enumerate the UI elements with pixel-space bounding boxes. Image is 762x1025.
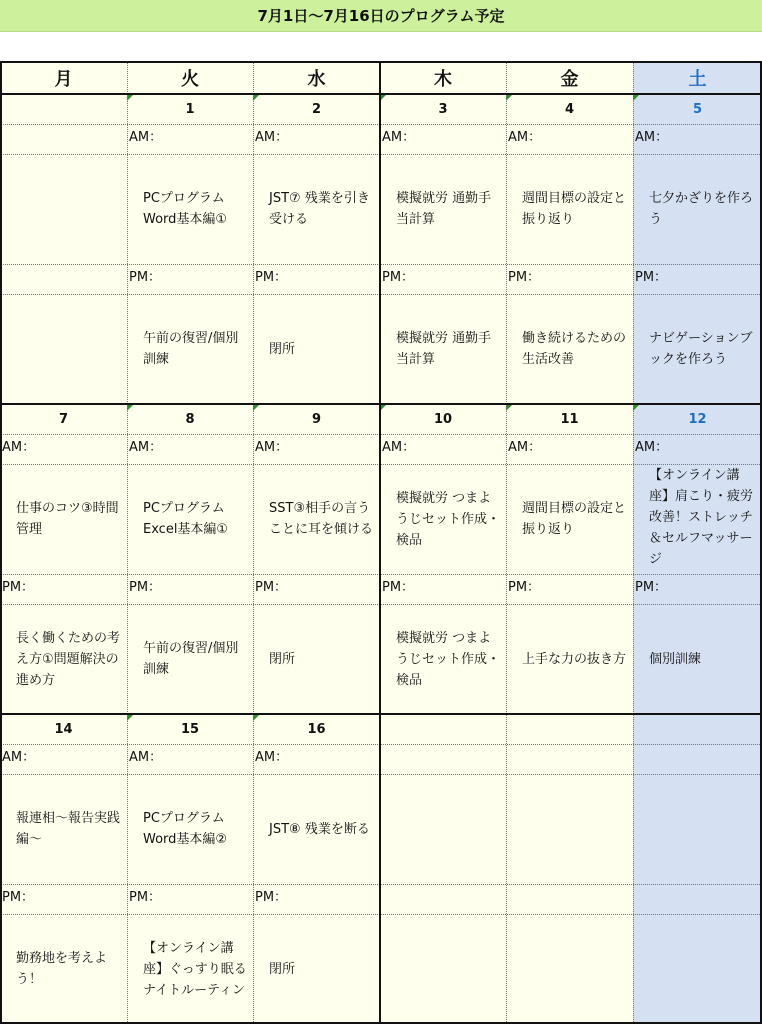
am-label: AM： bbox=[127, 744, 253, 774]
pm-program: 午前の復習/個別訓練 bbox=[127, 294, 253, 404]
am-program: 模擬就労 つまようじセット作成・検品 bbox=[380, 464, 506, 574]
day-number bbox=[380, 714, 506, 744]
pm-label: PM： bbox=[506, 574, 633, 604]
grid-line bbox=[0, 154, 762, 155]
day-number bbox=[506, 714, 633, 744]
am-program: 【オンライン講座】肩こり・疲労改善！ストレッチ＆セルフマッサージ bbox=[633, 464, 762, 574]
pm-program: 午前の復習/個別訓練 bbox=[127, 604, 253, 714]
am-label: AM： bbox=[127, 434, 253, 464]
weekday-header: 金 bbox=[506, 61, 633, 94]
am-label: AM： bbox=[253, 434, 380, 464]
grid-line bbox=[506, 61, 507, 1024]
am-program: 週間目標の設定と振り返り bbox=[506, 464, 633, 574]
border-line bbox=[0, 61, 2, 1024]
day-number: 12 bbox=[633, 404, 762, 434]
am-label: AM： bbox=[380, 434, 506, 464]
pm-label bbox=[506, 884, 633, 914]
am-label: AM： bbox=[253, 744, 380, 774]
page-title: 7月1日〜7月16日のプログラム予定 bbox=[0, 0, 762, 32]
day-number: 7 bbox=[0, 404, 127, 434]
day-number: 2 bbox=[253, 94, 380, 124]
pm-label bbox=[633, 884, 762, 914]
am-label bbox=[506, 744, 633, 774]
am-program: PCプログラム Word基本編① bbox=[127, 154, 253, 264]
pm-label: PM： bbox=[253, 884, 380, 914]
pm-program: 長く働くための考え方①問題解決の進め方 bbox=[0, 604, 127, 714]
am-program: SST③相手の言うことに耳を傾ける bbox=[253, 464, 380, 574]
day-number: 8 bbox=[127, 404, 253, 434]
border-line bbox=[0, 403, 762, 405]
pm-label: PM： bbox=[0, 884, 127, 914]
am-program: PCプログラム Word基本編② bbox=[127, 774, 253, 884]
am-program: PCプログラム Excel基本編① bbox=[127, 464, 253, 574]
am-label bbox=[633, 744, 762, 774]
pm-program: 個別訓練 bbox=[633, 604, 762, 714]
am-label bbox=[0, 124, 127, 154]
grid-line bbox=[0, 264, 762, 265]
grid-line bbox=[127, 61, 128, 1024]
pm-label: PM： bbox=[127, 884, 253, 914]
am-program bbox=[0, 154, 127, 264]
border-line bbox=[0, 61, 762, 63]
pm-program: 閉所 bbox=[253, 294, 380, 404]
day-number: 3 bbox=[380, 94, 506, 124]
am-label: AM： bbox=[380, 124, 506, 154]
pm-label: PM： bbox=[127, 574, 253, 604]
am-program: 仕事のコツ③時間管理 bbox=[0, 464, 127, 574]
grid-line bbox=[0, 464, 762, 465]
grid-line bbox=[253, 61, 254, 1024]
pm-program: ナビゲーションブックを作ろう bbox=[633, 294, 762, 404]
pm-program bbox=[633, 914, 762, 1024]
pm-label: PM： bbox=[506, 264, 633, 294]
pm-program: 閉所 bbox=[253, 914, 380, 1024]
grid-line bbox=[0, 294, 762, 295]
pm-label: PM： bbox=[127, 264, 253, 294]
grid-line bbox=[0, 574, 762, 575]
am-label: AM： bbox=[633, 124, 762, 154]
pm-program bbox=[380, 914, 506, 1024]
pm-label: PM： bbox=[380, 574, 506, 604]
am-program bbox=[506, 774, 633, 884]
day-number: 1 bbox=[127, 94, 253, 124]
am-label: AM： bbox=[253, 124, 380, 154]
am-label: AM： bbox=[506, 124, 633, 154]
am-program bbox=[380, 774, 506, 884]
pm-label: PM： bbox=[633, 264, 762, 294]
pm-program: 上手な力の抜き方 bbox=[506, 604, 633, 714]
pm-label: PM： bbox=[633, 574, 762, 604]
am-label bbox=[380, 744, 506, 774]
weekday-header: 火 bbox=[127, 61, 253, 94]
pm-label bbox=[0, 264, 127, 294]
pm-program: 閉所 bbox=[253, 604, 380, 714]
grid-line bbox=[0, 744, 762, 745]
day-number: 9 bbox=[253, 404, 380, 434]
weekday-header: 土 bbox=[633, 61, 762, 94]
day-number: 15 bbox=[127, 714, 253, 744]
day-number: 14 bbox=[0, 714, 127, 744]
border-line bbox=[0, 1022, 762, 1024]
day-number: 4 bbox=[506, 94, 633, 124]
am-label: AM： bbox=[127, 124, 253, 154]
am-label: AM： bbox=[0, 434, 127, 464]
grid-line bbox=[0, 914, 762, 915]
day-number: 16 bbox=[253, 714, 380, 744]
pm-program: 模擬就労 通勤手当計算 bbox=[380, 294, 506, 404]
day-number: 10 bbox=[380, 404, 506, 434]
grid-line bbox=[0, 434, 762, 435]
am-program: JST⑦ 残業を引き受ける bbox=[253, 154, 380, 264]
pm-program bbox=[506, 914, 633, 1024]
pm-program bbox=[0, 294, 127, 404]
pm-label: PM： bbox=[253, 264, 380, 294]
program-calendar bbox=[0, 61, 762, 1024]
weekday-header: 月 bbox=[0, 61, 127, 94]
grid-line bbox=[0, 124, 762, 125]
pm-label: PM： bbox=[0, 574, 127, 604]
grid-line bbox=[0, 884, 762, 885]
pm-label: PM： bbox=[253, 574, 380, 604]
weekday-header: 水 bbox=[253, 61, 380, 94]
am-program: 模擬就労 通勤手当計算 bbox=[380, 154, 506, 264]
day-number bbox=[0, 94, 127, 124]
day-number: 5 bbox=[633, 94, 762, 124]
border-line bbox=[379, 61, 381, 1024]
am-program: 週間目標の設定と振り返り bbox=[506, 154, 633, 264]
weekday-header: 木 bbox=[380, 61, 506, 94]
pm-program: 模擬就労 つまようじセット作成・検品 bbox=[380, 604, 506, 714]
am-program bbox=[633, 774, 762, 884]
pm-program: 勤務地を考えよう！ bbox=[0, 914, 127, 1024]
grid-line bbox=[0, 604, 762, 605]
pm-program: 働き続けるための生活改善 bbox=[506, 294, 633, 404]
am-program: 七夕かざりを作ろう bbox=[633, 154, 762, 264]
grid-line bbox=[0, 774, 762, 775]
pm-program: 【オンライン講座】ぐっすり眠るナイトルーティン bbox=[127, 914, 253, 1024]
day-number: 11 bbox=[506, 404, 633, 434]
border-line bbox=[0, 93, 762, 95]
border-line bbox=[0, 713, 762, 715]
day-number bbox=[633, 714, 762, 744]
am-program: JST⑧ 残業を断る bbox=[253, 774, 380, 884]
am-label: AM： bbox=[506, 434, 633, 464]
pm-label: PM： bbox=[380, 264, 506, 294]
am-label: AM： bbox=[633, 434, 762, 464]
am-program: 報連相〜報告実践編〜 bbox=[0, 774, 127, 884]
grid-line bbox=[633, 61, 634, 1024]
pm-label bbox=[380, 884, 506, 914]
am-label: AM： bbox=[0, 744, 127, 774]
